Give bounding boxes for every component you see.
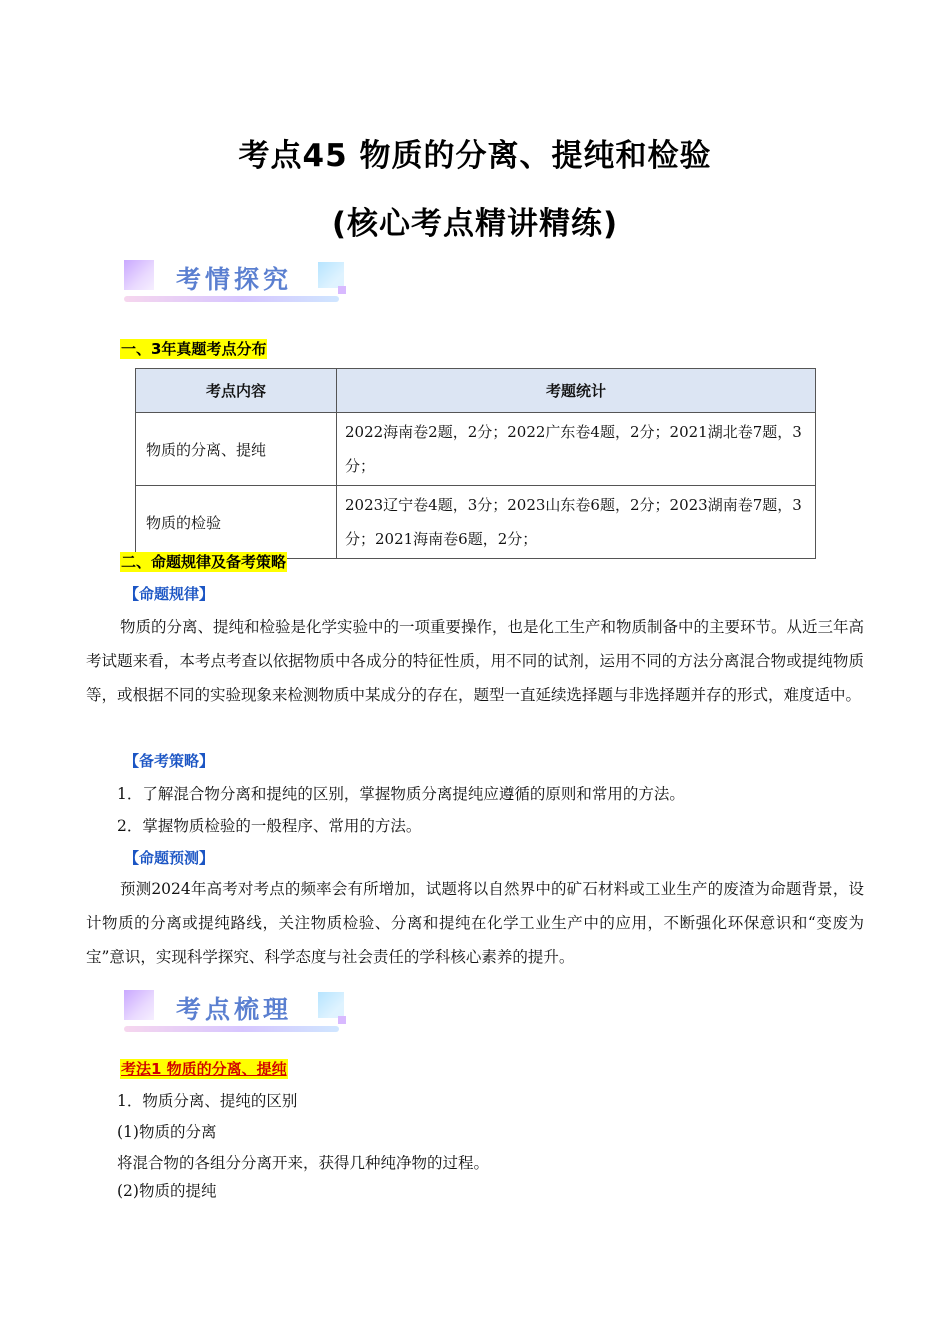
- table-cell-topic: 物质的检验: [136, 486, 337, 559]
- section-heading-method1: 考法1 物质的分离、提纯: [121, 1060, 287, 1078]
- table-header-stats: 考题统计: [337, 369, 816, 413]
- text-line: 1．物质分离、提纯的区别: [117, 1092, 298, 1110]
- banner-decoration-square: [318, 262, 344, 288]
- list-item: 1．了解混合物分离和提纯的区别，掌握物质分离提纯应遵循的原则和常用的方法。: [117, 785, 685, 803]
- banner-decoration-square: [338, 1016, 346, 1024]
- exam-stats-table: [135, 368, 816, 559]
- banner-decoration-square: [338, 286, 346, 294]
- document-title: 考点45 物质的分离、提纯和检验: [238, 138, 712, 174]
- text-line: (2)物质的提纯: [117, 1182, 217, 1200]
- label-forecast: 【命题预测】: [124, 849, 215, 867]
- table-cell-stats: 2022海南卷2题，2分；2022广东卷4题，2分；2021湖北卷7题，3分；: [337, 413, 816, 486]
- banner-underline: [124, 1026, 339, 1032]
- table-cell-stats: 2023辽宁卷4题，3分；2023山东卷6题，2分；2023湖南卷7题，3分；2021海南卷6题，2分；: [337, 486, 816, 559]
- text-line: 将混合物的各组分分离开来，获得几种纯净物的过程。: [117, 1154, 490, 1172]
- banner-decoration-square: [124, 990, 154, 1020]
- section-banner-exam-analysis: [124, 260, 346, 306]
- paragraph-forecast: 预测2024年高考对考点的频率会有所增加，试题将以自然界中的矿石材料或工业生产的废渣为命题背景，设计物质的分离或提纯路线，关注物质检验、分离和提纯在化学工业生产中的应用，不断强化环保意识和“变废为宝”意识，实现科学探究、科学态度与社会责任的学科核心素养的提升。: [86, 880, 864, 966]
- paragraph-rules: 物质的分离、提纯和检验是化学实验中的一项重要操作，也是化工生产和物质制备中的主要环节。从近三年高考试题来看，本考点考查以依据物质中各成分的特征性质，用不同的试剂，运用不同的方法分离混合物或提纯物质等，或根据不同的实验现象来检测物质中某成分的存在，题型一直延续选择题与非选择题并存的形式，难度适中。: [86, 618, 865, 704]
- text-line: (1)物质的分离: [117, 1123, 217, 1141]
- table-header-topic: 考点内容: [136, 369, 337, 413]
- banner-decoration-square: [318, 992, 344, 1018]
- section-heading-strategy: 二、命题规律及备考策略: [121, 553, 287, 571]
- banner-title: 考点梳理: [176, 995, 293, 1024]
- banner-decoration-square: [124, 260, 154, 290]
- section-banner-key-points: [124, 990, 346, 1036]
- list-item: 2．掌握物质检验的一般程序、常用的方法。: [117, 817, 422, 835]
- table-row: [136, 486, 816, 559]
- banner-title: 考情探究: [176, 265, 293, 294]
- table-row: [136, 413, 816, 486]
- label-strategy: 【备考策略】: [124, 752, 215, 770]
- table-header-row: [136, 369, 816, 413]
- section-heading-distribution: 一、3年真题考点分布: [121, 340, 267, 358]
- banner-underline: [124, 296, 339, 302]
- table-cell-topic: 物质的分离、提纯: [136, 413, 337, 486]
- document-subtitle: (核心考点精讲精练): [331, 206, 619, 242]
- label-rules: 【命题规律】: [124, 585, 215, 603]
